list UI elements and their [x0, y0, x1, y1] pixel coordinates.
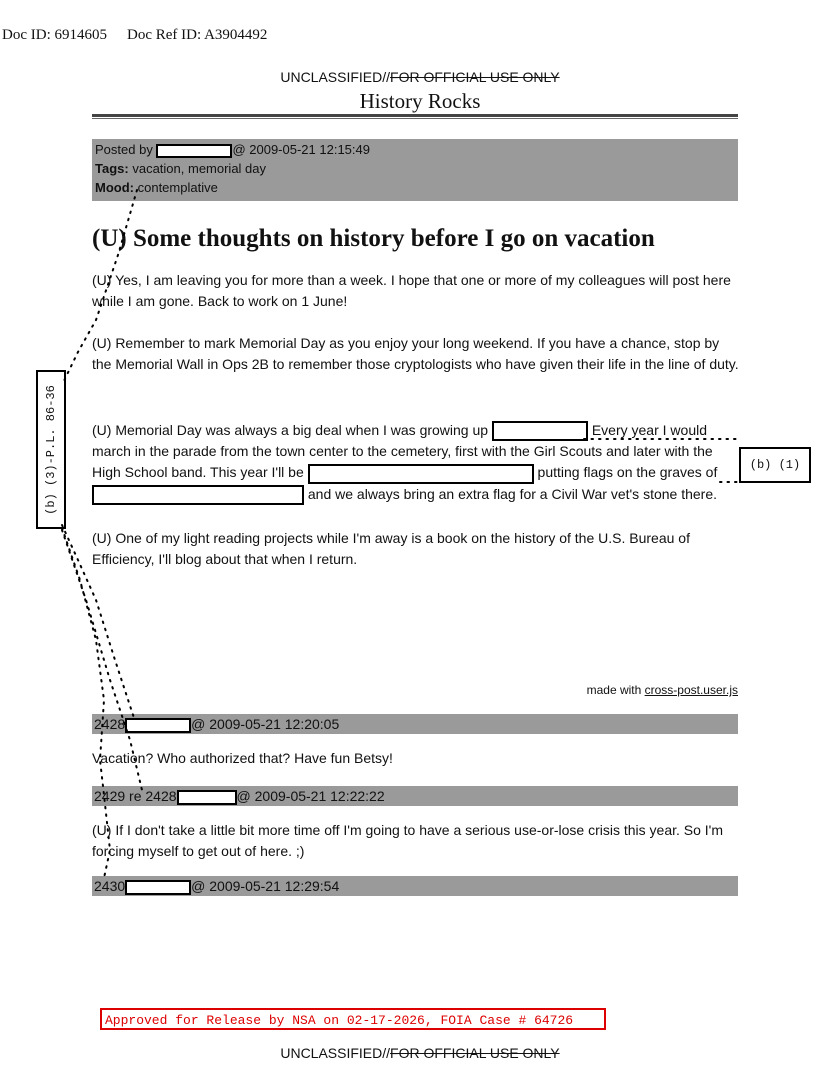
mood-value: contemplative — [137, 180, 218, 195]
comment-header — [92, 876, 738, 896]
made-with-note — [587, 683, 738, 697]
exemption-box-left — [36, 370, 66, 529]
classification-struck: FOR OFFICIAL USE ONLY — [390, 1045, 560, 1061]
doc-id: Doc ID: 6914605 — [2, 27, 107, 43]
posted-by-label: Posted by — [95, 142, 153, 157]
redaction-box — [92, 485, 304, 505]
tags-value[interactable]: vacation, memorial day — [132, 161, 267, 176]
doc-ref-id: Doc Ref ID: A3904492 — [127, 27, 268, 43]
redaction-box — [125, 880, 191, 895]
doc-id-header — [2, 27, 287, 44]
title-rule-thin — [92, 118, 738, 119]
tags-label: Tags: — [95, 161, 129, 176]
comment-id: 2430 — [94, 878, 126, 894]
comment-time: @ 2009-05-21 12:22:22 — [236, 788, 385, 804]
classification-banner-top — [0, 69, 840, 85]
comment-reply-ref[interactable]: re 2428 — [129, 788, 177, 804]
post-meta — [92, 139, 738, 201]
posted-time: @ 2009-05-21 12:15:49 — [232, 142, 370, 157]
classification-prefix: UNCLASSIFIED// — [280, 69, 391, 85]
comment-text: (U) If I don't take a little bit more time off I'm going to have a serious use-or-lose crisis this year. So I'm forcing myself to get out of here. ;) — [92, 822, 724, 859]
post-paragraph-3 — [92, 420, 742, 505]
mood-label: Mood: — [95, 180, 134, 195]
redaction-box — [308, 464, 534, 484]
comment-id: 2428 — [94, 716, 126, 732]
cross-post-link[interactable]: cross-post.user.js — [644, 683, 738, 697]
approved-for-release-stamp: Approved for Release by NSA on 02-17-2026, FOIA Case # 64726 — [100, 1008, 606, 1030]
post-paragraph-1: (U) Yes, I am leaving you for more than a week. I hope that one or more of my colleagues will post here while I am gone. Back to work on 1 June! — [92, 272, 731, 309]
p3-part-c: putting flags on the graves of — [537, 464, 718, 481]
post-paragraph-4: (U) One of my light reading projects while I'm away is a book on the history of the U.S. Bureau of Efficiency, I'll blog about that when I return. — [92, 530, 690, 567]
exemption-box-right — [739, 447, 811, 483]
redaction-box — [177, 790, 237, 805]
comment-text: Vacation? Who authorized that? Have fun Betsy! — [92, 750, 393, 766]
p3-part-a: (U) Memorial Day was always a big deal when I was growing up — [92, 422, 489, 438]
comment-time: @ 2009-05-21 12:29:54 — [191, 878, 340, 894]
comment-id: 2429 — [94, 788, 126, 804]
comment-header — [92, 714, 738, 734]
post-paragraph-2: (U) Remember to mark Memorial Day as you enjoy your long weekend. If you have a chance, stop by the Memorial Wall in Ops 2B to remember those cryptologists who have given their life in the line of duty. — [92, 335, 739, 372]
redaction-box — [492, 421, 588, 441]
p3-part-b: Every year I would march in the parade from the town center to the cemetery, first with the Girl Scouts and later with the High School band. This year I'll be — [92, 422, 713, 481]
made-with-prefix: made with — [586, 683, 645, 697]
exemption-right-label: (b) (1) — [749, 458, 801, 472]
comment-header — [92, 786, 738, 806]
redaction-box — [125, 718, 191, 733]
post-title: (U) Some thoughts on history before I go on vacation — [92, 225, 655, 252]
comment-time: @ 2009-05-21 12:20:05 — [191, 716, 340, 732]
classification-prefix: UNCLASSIFIED// — [280, 1045, 391, 1061]
classification-struck: FOR OFFICIAL USE ONLY — [390, 69, 560, 85]
title-rule — [92, 114, 738, 117]
classification-banner-bottom — [0, 1045, 840, 1061]
p3-part-d: and we always bring an extra flag for a Civil War vet's stone there. — [307, 485, 718, 502]
blog-title: History Rocks — [359, 89, 481, 113]
redaction-box — [156, 144, 232, 158]
exemption-left-label: (b) (3)-P.L. 86-36 — [44, 384, 58, 515]
